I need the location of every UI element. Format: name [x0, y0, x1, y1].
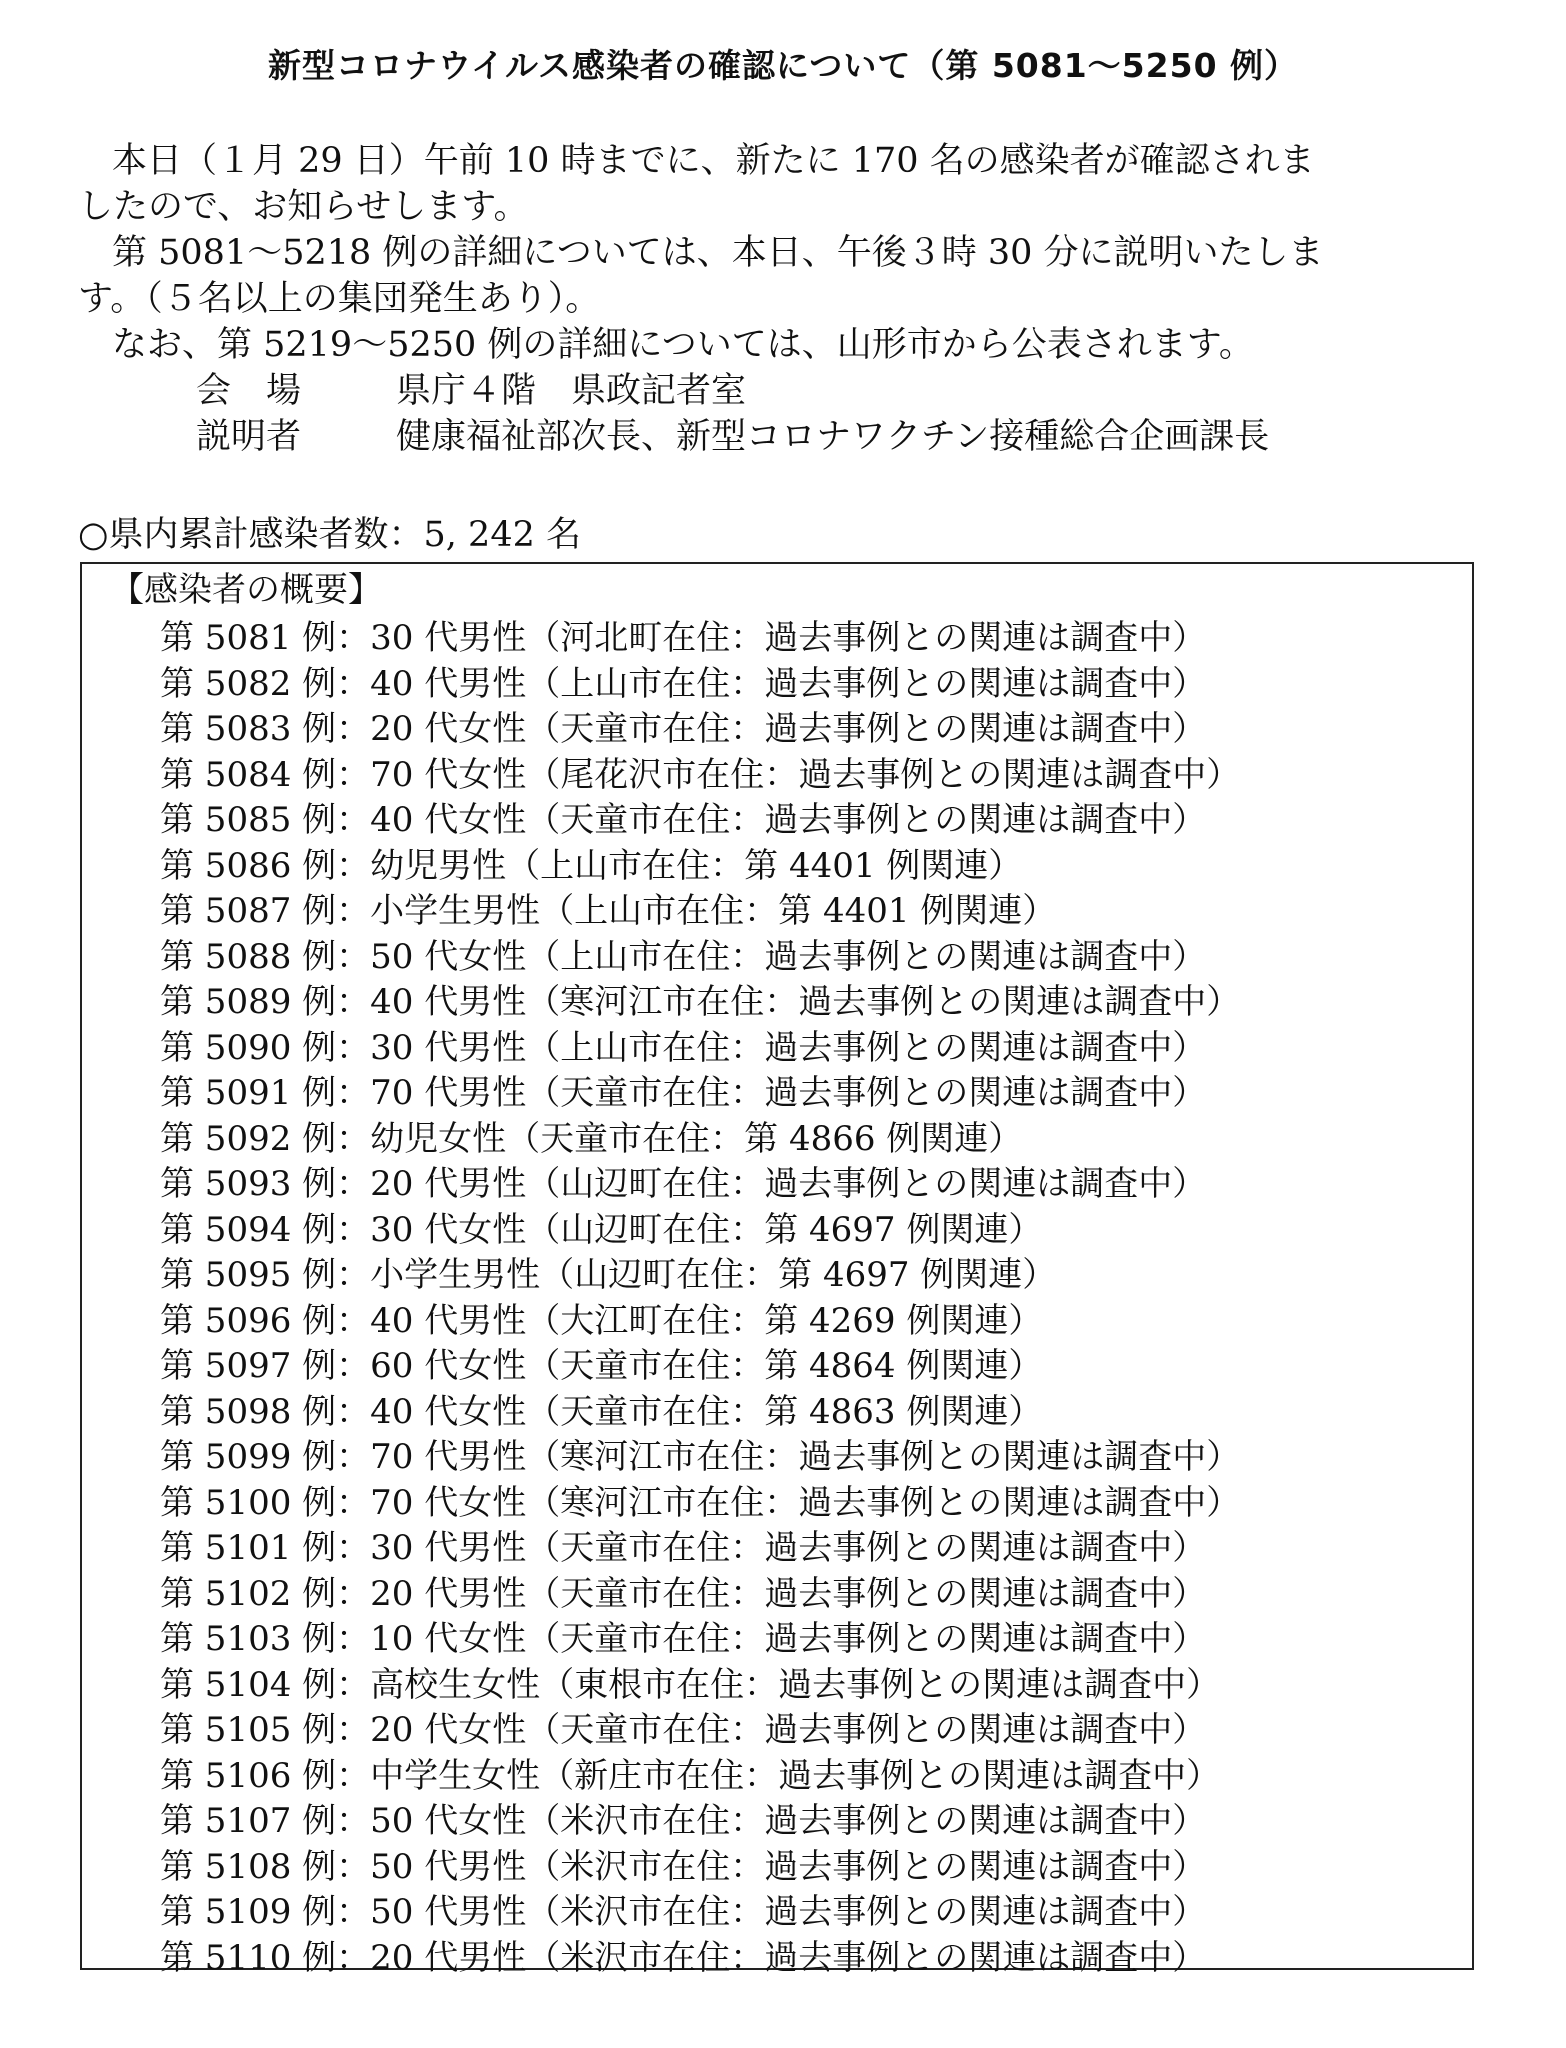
case-item: 第 5108 例：50 代男性（米沢市在住：過去事例との関連は調査中） [160, 1846, 1207, 1887]
case-item: 第 5082 例：40 代男性（上山市在住：過去事例との関連は調査中） [160, 663, 1207, 704]
case-item: 第 5102 例：20 代男性（天童市在住：過去事例との関連は調査中） [160, 1573, 1207, 1614]
case-item: 第 5087 例：小学生男性（上山市在住：第 4401 例関連） [160, 891, 1057, 931]
case-item: 第 5085 例：40 代女性（天童市在住：過去事例との関連は調査中） [160, 800, 1207, 840]
case-item: 第 5105 例：20 代女性（天童市在住：過去事例との関連は調査中） [160, 1710, 1207, 1750]
case-summary-box [80, 562, 1474, 1978]
case-item: 第 5110 例：20 代男性（米沢市在住：過去事例との関連は調査中） [160, 1937, 1207, 1978]
case-item: 第 5089 例：40 代男性（寒河江市在住：過去事例との関連は調査中） [160, 982, 1241, 1022]
case-item: 第 5090 例：30 代男性（上山市在住：過去事例との関連は調査中） [160, 1027, 1207, 1068]
case-item: 第 5096 例：40 代男性（大江町在住：第 4269 例関連） [160, 1300, 1043, 1341]
case-item: 第 5109 例：50 代男性（米沢市在住：過去事例との関連は調査中） [160, 1892, 1207, 1932]
case-item: 第 5106 例：中学生女性（新庄市在住：過去事例との関連は調査中） [160, 1755, 1221, 1796]
case-item: 第 5098 例：40 代女性（天童市在住：第 4863 例関連） [160, 1391, 1043, 1432]
case-item: 第 5084 例：70 代女性（尾花沢市在住：過去事例との関連は調査中） [160, 754, 1241, 795]
yamagata-city-note: なお、第 5219～5250 例の詳細については、山形市から公表されます。 [112, 325, 1254, 365]
case-item: 第 5097 例：60 代女性（天童市在住：第 4864 例関連） [160, 1346, 1043, 1386]
presenter-label: 説明者 [196, 417, 302, 457]
case-item: 第 5094 例：30 代女性（山辺町在住：第 4697 例関連） [160, 1209, 1043, 1250]
venue-label: 会 場 [196, 371, 302, 411]
presenter-row [196, 414, 1269, 460]
case-item: 第 5092 例：幼児女性（天童市在住：第 4866 例関連） [160, 1118, 1023, 1159]
case-item: 第 5103 例：10 代女性（天童市在住：過去事例との関連は調査中） [160, 1619, 1207, 1659]
intro-line-2: したので、お知らせします。 [78, 187, 529, 227]
document-title: 新型コロナウイルス感染者の確認について（第 5081～5250 例） [267, 46, 1299, 85]
briefing-line-2: す。（５名以上の集団発生あり）。 [78, 279, 601, 319]
case-item: 第 5095 例：小学生男性（山辺町在住：第 4697 例関連） [160, 1255, 1057, 1295]
case-item: 第 5101 例：30 代男性（天童市在住：過去事例との関連は調査中） [160, 1528, 1207, 1568]
summary-heading: 【感染者の概要】 [110, 570, 382, 610]
case-item: 第 5093 例：20 代男性（山辺町在住：過去事例との関連は調査中） [160, 1164, 1207, 1204]
venue-value: 県庁４階 県政記者室 [396, 371, 747, 411]
case-item: 第 5088 例：50 代女性（上山市在住：過去事例との関連は調査中） [160, 936, 1207, 977]
venue-row [196, 368, 746, 414]
case-item: 第 5081 例：30 代男性（河北町在住：過去事例との関連は調査中） [160, 618, 1207, 658]
case-item: 第 5086 例：幼児男性（上山市在住：第 4401 例関連） [160, 845, 1023, 886]
case-item: 第 5083 例：20 代女性（天童市在住：過去事例との関連は調査中） [160, 709, 1207, 749]
case-item: 第 5091 例：70 代男性（天童市在住：過去事例との関連は調査中） [160, 1073, 1207, 1113]
case-list [160, 616, 1240, 1981]
case-item: 第 5099 例：70 代男性（寒河江市在住：過去事例との関連は調査中） [160, 1437, 1241, 1477]
case-item: 第 5104 例：高校生女性（東根市在住：過去事例との関連は調査中） [160, 1664, 1221, 1705]
briefing-line-1: 第 5081～5218 例の詳細については、本日、午後３時 30 分に説明いたしま [112, 233, 1324, 273]
intro-line-1: 本日（１月 29 日）午前 10 時までに、新たに 170 名の感染者が確認されま [112, 141, 1315, 181]
cumulative-count: ○県内累計感染者数：5, 242 名 [78, 515, 581, 555]
case-item: 第 5100 例：70 代女性（寒河江市在住：過去事例との関連は調査中） [160, 1482, 1241, 1523]
case-item: 第 5107 例：50 代女性（米沢市在住：過去事例との関連は調査中） [160, 1801, 1207, 1841]
presenter-value: 健康福祉部次長、新型コロナワクチン接種総合企画課長 [396, 417, 1270, 457]
